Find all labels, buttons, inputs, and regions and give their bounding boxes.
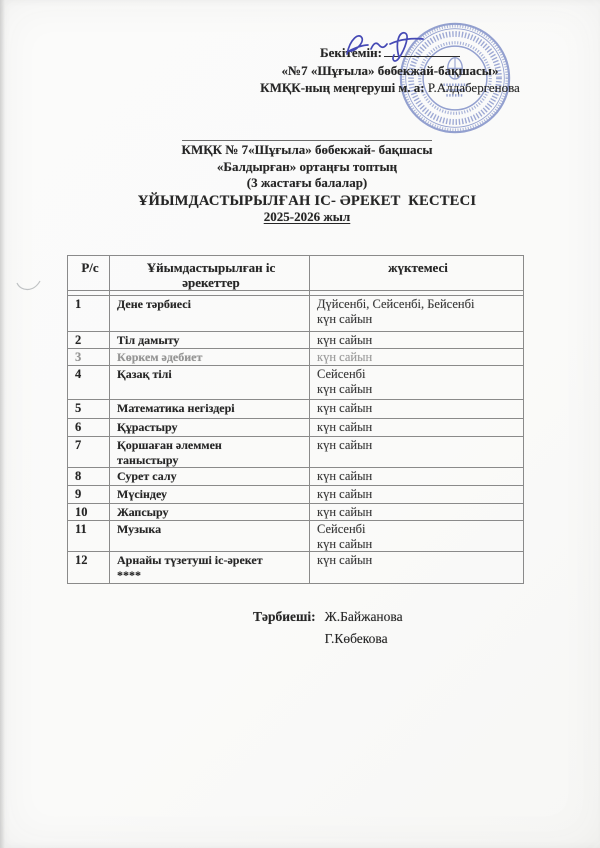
activity-line: Құрастыру [117, 420, 178, 434]
cell-activity [110, 349, 310, 366]
load-line: күн сайын [317, 553, 373, 568]
load-line: күн сайын [317, 381, 373, 396]
load-line: күн сайын [317, 469, 373, 484]
load-line: күн сайын [317, 420, 373, 434]
cell-num: 7 [68, 437, 110, 468]
table-row-7 [68, 437, 524, 468]
table-header-row [68, 256, 524, 291]
teacher-name-1: Ж.Байжанова [324, 609, 403, 624]
activity-line: Сурет салу [117, 469, 177, 484]
cell-activity [110, 332, 310, 349]
cell-load [310, 332, 524, 349]
activity-line: Дене тәрбиесі [117, 297, 191, 311]
activity-line: Қазақ тілі [117, 367, 172, 381]
cell-load [310, 366, 524, 400]
table-row-3 [68, 349, 524, 366]
cell-num: 1 [68, 296, 110, 332]
cell-num: 5 [68, 400, 110, 419]
cell-num: 2 [68, 332, 110, 349]
header-activity-line2: әрекеттер [182, 275, 240, 290]
load-line: күн сайын [317, 505, 373, 520]
cell-num: 11 [68, 521, 110, 552]
title-line-3: (3 жастағы балалар) [246, 175, 368, 190]
load-line: Дүйсенбі, Сейсенбі, Бейсенбі [317, 297, 475, 311]
load-line: күн сайын [317, 536, 373, 551]
table-row-11 [68, 521, 524, 552]
cell-num: 4 [68, 366, 110, 400]
cell-load [310, 296, 524, 332]
scan-artifact-mark [14, 274, 42, 296]
cell-activity [110, 504, 310, 521]
table-row-9 [68, 486, 524, 504]
cell-activity [110, 437, 310, 468]
cell-activity [110, 366, 310, 400]
cell-load [310, 419, 524, 437]
load-line: күн сайын [317, 333, 373, 347]
cell-load [310, 400, 524, 419]
manager-line [180, 79, 600, 97]
activity-line: Қоршаған әлеммен [117, 438, 222, 452]
activity-line: таныстыру [117, 452, 179, 467]
table-row-2 [68, 332, 524, 349]
teacher-footer [253, 606, 403, 650]
cell-load [310, 486, 524, 504]
load-line: Сейсенбі [317, 522, 366, 537]
table-row-5 [68, 400, 524, 419]
table-row-4 [68, 366, 524, 400]
load-line: күн сайын [317, 350, 373, 364]
cell-activity [110, 296, 310, 332]
cell-load [310, 504, 524, 521]
load-line: күн сайын [317, 438, 373, 452]
activity-line: Жапсыру [117, 505, 169, 520]
cell-load [310, 552, 524, 584]
cell-activity [110, 419, 310, 437]
cell-num: 9 [68, 486, 110, 504]
activity-line: Тіл дамыту [117, 333, 180, 347]
cell-load [310, 521, 524, 552]
cell-load [310, 468, 524, 486]
title-overline-rule [182, 140, 432, 141]
cell-activity [110, 552, 310, 584]
cell-num: 10 [68, 504, 110, 521]
activity-line: Арнайы түзетуші іс-әрекет [117, 553, 263, 568]
title-line-2: «Балдырған» ортаңғы топтың [216, 158, 398, 174]
cell-activity [110, 468, 310, 486]
teacher-names [325, 606, 403, 650]
cell-num: 6 [68, 419, 110, 437]
header-activity-line1: Ұйымдастырылған іс [146, 260, 276, 275]
activity-line: Математика негіздері [117, 401, 235, 415]
activity-line: Мүсіндеу [117, 487, 167, 502]
approve-label: Бекітемін: [320, 45, 382, 60]
header-activity [110, 256, 310, 291]
cell-load [310, 349, 524, 366]
table-row-10 [68, 504, 524, 521]
table-row-1 [68, 296, 524, 332]
activity-line: Музыка [117, 522, 162, 537]
teacher-label: Тәрбиеші: [253, 609, 316, 624]
handwritten-signature-icon [337, 27, 441, 63]
cell-activity [110, 521, 310, 552]
scan-edge-shadow [0, 0, 5, 848]
cell-load [310, 437, 524, 468]
organization-name: «№7 «Шұғыла» бөбекжай-бақшасы» [281, 62, 499, 78]
teacher-name-2: Г.Көбекова [324, 631, 388, 646]
title-line-5: 2025-2026 жыл [263, 209, 351, 224]
table-row-8 [68, 468, 524, 486]
load-line: күн сайын [317, 401, 373, 415]
title-line-1: КМҚК № 7«Шұғыла» бөбекжай- бақшасы [181, 142, 433, 157]
cell-num: 3 [68, 349, 110, 366]
cell-num: 8 [68, 468, 110, 486]
cell-num: 12 [68, 552, 110, 584]
schedule-table [67, 255, 524, 584]
load-line: Сейсенбі [317, 367, 366, 381]
load-line: күн сайын [317, 311, 373, 326]
table-row-6 [68, 419, 524, 437]
table-row-12 [68, 552, 524, 584]
load-line: күн сайын [317, 487, 373, 502]
manager-label: КМҚК-ның меңгеруші м. а: [260, 80, 425, 95]
header-num: Р/с [68, 256, 110, 291]
cell-activity [110, 400, 310, 419]
document-title [14, 140, 600, 226]
cell-activity [110, 486, 310, 504]
header-load: жүктемесі [310, 256, 524, 291]
manager-name: Р.Алдабергенова [427, 80, 520, 95]
activity-line: Көркем әдебиет [117, 350, 203, 364]
title-line-4: ҰЙЫМДАСТЫРЫЛҒАН ІС- ӘРЕКЕТ КЕСТЕСІ [137, 192, 477, 209]
activity-line: **** [117, 567, 141, 582]
